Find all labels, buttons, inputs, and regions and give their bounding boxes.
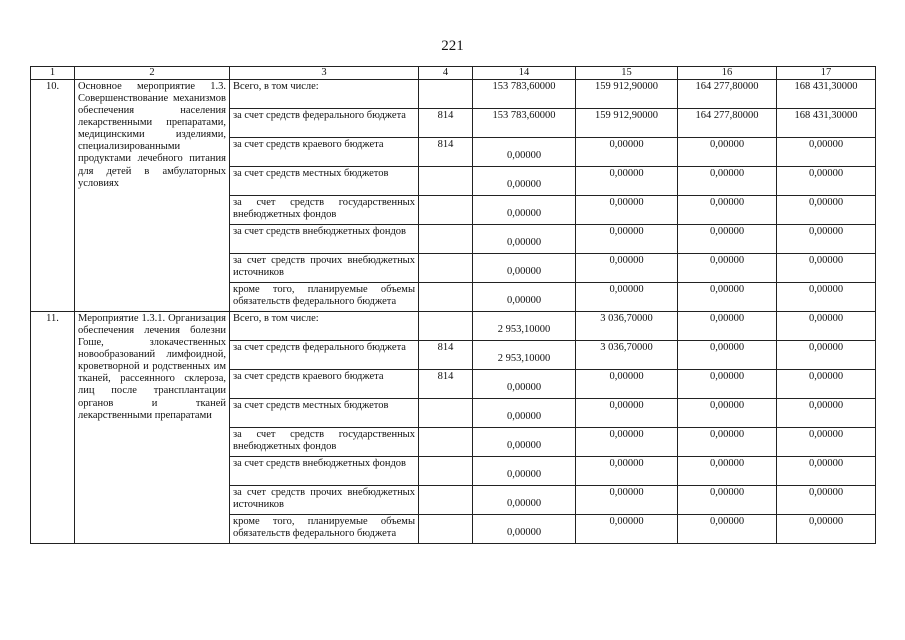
budget-code	[419, 167, 473, 196]
budget-code: 814	[419, 341, 473, 370]
budget-code	[419, 515, 473, 544]
value-col-15: 0,00000	[576, 225, 678, 254]
value-col-17: 0,00000	[777, 428, 876, 457]
value-col-17: 0,00000	[777, 138, 876, 167]
value-col-17: 0,00000	[777, 457, 876, 486]
value-col-14: 0,00000	[473, 457, 576, 486]
budget-code: 814	[419, 109, 473, 138]
header-col-17: 17	[777, 67, 876, 80]
item-title: Основное мероприятие 1.3. Совершенствование механизмов обеспечения населения лекарственными препаратами, медицинскими изделиями, специализированными продуктами лечебного питания для детей в амбулаторных условиях	[75, 80, 230, 312]
budget-code	[419, 254, 473, 283]
budget-code: 814	[419, 370, 473, 399]
value-col-16: 0,00000	[678, 370, 777, 399]
value-col-16: 0,00000	[678, 457, 777, 486]
value-col-14: 2 953,10000	[473, 312, 576, 341]
value-col-15: 0,00000	[576, 457, 678, 486]
value-col-17: 0,00000	[777, 515, 876, 544]
budget-code: 814	[419, 138, 473, 167]
header-col-1: 1	[31, 67, 75, 80]
budget-code	[419, 283, 473, 312]
funding-source: за счет средств федерального бюджета	[230, 341, 419, 370]
value-col-15: 0,00000	[576, 486, 678, 515]
value-col-17: 0,00000	[777, 312, 876, 341]
value-col-14: 0,00000	[473, 167, 576, 196]
value-col-16: 0,00000	[678, 283, 777, 312]
table-row	[31, 312, 876, 341]
item-number: 11.	[31, 312, 75, 544]
value-col-17: 0,00000	[777, 370, 876, 399]
value-col-17: 0,00000	[777, 399, 876, 428]
value-col-15: 0,00000	[576, 138, 678, 167]
value-col-17: 0,00000	[777, 283, 876, 312]
funding-source: кроме того, планируемые объемы обязательств федерального бюджета	[230, 515, 419, 544]
value-col-16: 0,00000	[678, 138, 777, 167]
funding-source: Всего, в том числе:	[230, 80, 419, 109]
value-col-14: 0,00000	[473, 254, 576, 283]
value-col-17: 0,00000	[777, 196, 876, 225]
funding-source: за счет средств внебюджетных фондов	[230, 457, 419, 486]
funding-source: за счет средств государственных внебюджетных фондов	[230, 428, 419, 457]
value-col-17: 0,00000	[777, 254, 876, 283]
value-col-16: 0,00000	[678, 341, 777, 370]
value-col-15: 0,00000	[576, 515, 678, 544]
funding-source: за счет средств прочих внебюджетных источников	[230, 254, 419, 283]
value-col-16: 0,00000	[678, 167, 777, 196]
funding-source: за счет средств прочих внебюджетных источников	[230, 486, 419, 515]
value-col-15: 3 036,70000	[576, 312, 678, 341]
value-col-15: 0,00000	[576, 254, 678, 283]
value-col-17: 0,00000	[777, 167, 876, 196]
budget-code	[419, 428, 473, 457]
funding-source: кроме того, планируемые объемы обязательств федерального бюджета	[230, 283, 419, 312]
header-col-16: 16	[678, 67, 777, 80]
funding-source: за счет средств краевого бюджета	[230, 370, 419, 399]
value-col-14: 0,00000	[473, 370, 576, 399]
budget-code	[419, 225, 473, 254]
value-col-15: 0,00000	[576, 196, 678, 225]
value-col-15: 0,00000	[576, 167, 678, 196]
value-col-14: 0,00000	[473, 225, 576, 254]
funding-source: за счет средств местных бюджетов	[230, 167, 419, 196]
item-title: Мероприятие 1.3.1. Организация обеспечения лечения болезни Гоше, злокачественных новообразований лимфоидной, кроветворной и родственных им тканей, рассеянного склероза, лиц после трансплантации органов и тканей лекарственными препаратами	[75, 312, 230, 544]
value-col-14: 2 953,10000	[473, 341, 576, 370]
value-col-15: 159 912,90000	[576, 109, 678, 138]
budget-code	[419, 486, 473, 515]
funding-source: Всего, в том числе:	[230, 312, 419, 341]
header-col-15: 15	[576, 67, 678, 80]
value-col-14: 0,00000	[473, 196, 576, 225]
budget-code	[419, 399, 473, 428]
value-col-14: 0,00000	[473, 283, 576, 312]
value-col-16: 164 277,80000	[678, 80, 777, 109]
value-col-16: 0,00000	[678, 486, 777, 515]
value-col-17: 168 431,30000	[777, 80, 876, 109]
value-col-16: 0,00000	[678, 428, 777, 457]
value-col-16: 164 277,80000	[678, 109, 777, 138]
value-col-16: 0,00000	[678, 196, 777, 225]
funding-source: за счет средств местных бюджетов	[230, 399, 419, 428]
value-col-14: 153 783,60000	[473, 80, 576, 109]
page-number: 221	[441, 38, 464, 54]
header-col-14: 14	[473, 67, 576, 80]
budget-code	[419, 312, 473, 341]
value-col-15: 0,00000	[576, 399, 678, 428]
value-col-16: 0,00000	[678, 399, 777, 428]
value-col-14: 0,00000	[473, 399, 576, 428]
header-col-4: 4	[419, 67, 473, 80]
value-col-16: 0,00000	[678, 225, 777, 254]
value-col-15: 0,00000	[576, 370, 678, 399]
funding-source: за счет средств внебюджетных фондов	[230, 225, 419, 254]
funding-source: за счет средств краевого бюджета	[230, 138, 419, 167]
value-col-16: 0,00000	[678, 312, 777, 341]
header-row	[31, 67, 876, 80]
funding-source: за счет средств федерального бюджета	[230, 109, 419, 138]
header-col-3: 3	[230, 67, 419, 80]
value-col-14: 0,00000	[473, 515, 576, 544]
value-col-15: 0,00000	[576, 283, 678, 312]
value-col-17: 0,00000	[777, 341, 876, 370]
funding-source: за счет средств государственных внебюджетных фондов	[230, 196, 419, 225]
value-col-14: 0,00000	[473, 138, 576, 167]
budget-code	[419, 457, 473, 486]
value-col-15: 159 912,90000	[576, 80, 678, 109]
table-body	[31, 80, 876, 544]
value-col-14: 0,00000	[473, 486, 576, 515]
header-col-2: 2	[75, 67, 230, 80]
value-col-17: 0,00000	[777, 225, 876, 254]
value-col-14: 0,00000	[473, 428, 576, 457]
value-col-16: 0,00000	[678, 254, 777, 283]
value-col-17: 0,00000	[777, 486, 876, 515]
value-col-15: 3 036,70000	[576, 341, 678, 370]
budget-table	[30, 66, 876, 544]
table-row	[31, 80, 876, 109]
budget-code	[419, 80, 473, 109]
budget-code	[419, 196, 473, 225]
value-col-14: 153 783,60000	[473, 109, 576, 138]
value-col-15: 0,00000	[576, 428, 678, 457]
value-col-16: 0,00000	[678, 515, 777, 544]
item-number: 10.	[31, 80, 75, 312]
value-col-17: 168 431,30000	[777, 109, 876, 138]
